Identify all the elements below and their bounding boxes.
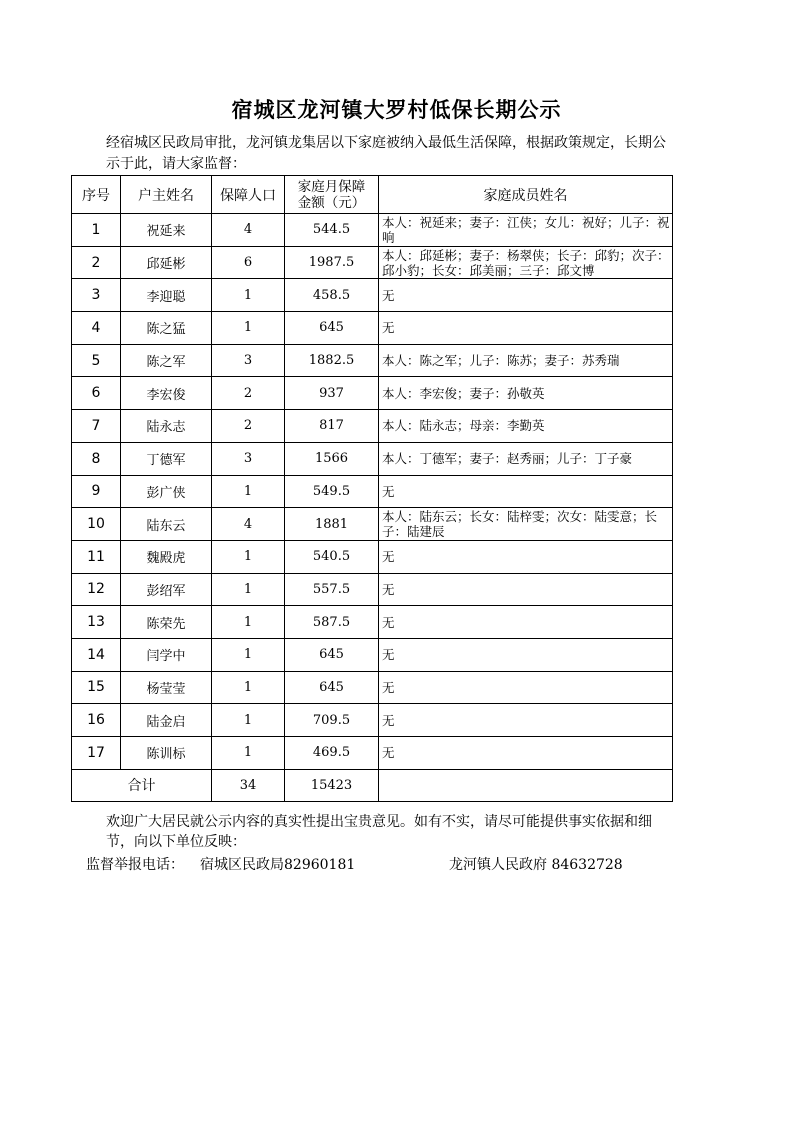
row-persons: 1 [212,475,285,508]
footer-paragraph [78,812,678,852]
table-header-row [72,176,673,214]
row-head-name: 陈训标 [121,737,212,770]
row-persons: 4 [212,214,285,247]
row-persons: 1 [212,279,285,312]
row-amount: 587.5 [285,606,379,639]
row-amount: 549.5 [285,475,379,508]
row-head-name: 彭广侠 [121,475,212,508]
row-persons: 1 [212,737,285,770]
row-amount: 817 [285,410,379,443]
total-label: 合计 [72,769,212,801]
row-amount: 645 [285,671,379,704]
row-head-name: 陈荣先 [121,606,212,639]
table-row [72,508,673,541]
row-amount: 1566 [285,442,379,475]
row-head-name: 彭绍军 [121,573,212,606]
header-members: 家庭成员姓名 [379,176,673,214]
row-persons: 2 [212,410,285,443]
row-index: 8 [72,442,121,475]
table-row [72,344,673,377]
row-amount: 1882.5 [285,344,379,377]
table-row [72,214,673,247]
row-members: 无 [379,704,673,737]
table-row [72,377,673,410]
row-members: 本人：邱延彬；妻子：杨翠侠；长子：邱豹；次子：邱小豹；长女：邱美丽；三子：邱文博 [379,246,673,279]
row-amount: 557.5 [285,573,379,606]
row-head-name: 陆永志 [121,410,212,443]
row-members: 无 [379,671,673,704]
row-head-name: 祝延来 [121,214,212,247]
row-amount: 645 [285,638,379,671]
row-members: 无 [379,279,673,312]
row-members: 本人：李宏俊；妻子：孙敬英 [379,377,673,410]
row-index: 14 [72,638,121,671]
row-index: 2 [72,246,121,279]
row-amount: 458.5 [285,279,379,312]
row-head-name: 杨莹莹 [121,671,212,704]
row-persons: 2 [212,377,285,410]
table-row [72,573,673,606]
table-row [72,312,673,345]
row-persons: 4 [212,508,285,541]
row-index: 17 [72,737,121,770]
row-members: 本人：陆永志；母亲：李勤英 [379,410,673,443]
row-index: 4 [72,312,121,345]
row-persons: 1 [212,606,285,639]
table-row [72,475,673,508]
header-amount-line2: 金额（元） [297,194,366,211]
row-index: 10 [72,508,121,541]
header-amount [285,176,379,214]
row-index: 13 [72,606,121,639]
row-amount: 540.5 [285,540,379,573]
row-index: 9 [72,475,121,508]
row-head-name: 邱延彬 [121,246,212,279]
table-row [72,606,673,639]
header-amount-line1: 家庭月保障 [297,178,366,195]
contact-town-government: 龙河镇人民政府 84632728 [449,857,623,873]
row-persons: 1 [212,573,285,606]
row-members: 无 [379,475,673,508]
row-members: 本人：陈之军；儿子：陈苏；妻子：苏秀瑞 [379,344,673,377]
contact-civil-affairs: 宿城区民政局82960181 [200,857,356,873]
row-members: 无 [379,573,673,606]
table-row [72,540,673,573]
row-members: 无 [379,312,673,345]
row-amount: 709.5 [285,704,379,737]
total-row [72,769,673,801]
row-index: 7 [72,410,121,443]
row-head-name: 丁德军 [121,442,212,475]
row-head-name: 魏殿虎 [121,540,212,573]
table-row [72,704,673,737]
row-index: 3 [72,279,121,312]
row-amount: 544.5 [285,214,379,247]
table-row [72,638,673,671]
row-amount: 937 [285,377,379,410]
row-index: 15 [72,671,121,704]
total-amount: 15423 [285,769,379,801]
row-index: 5 [72,344,121,377]
intro-text: 经宿城区民政局审批，龙河镇龙集居以下家庭被纳入最低生活保障，根据政策规定，长期公示于此，请大家监督： [106,135,666,172]
row-index: 6 [72,377,121,410]
subsidy-table [71,175,673,802]
row-head-name: 李宏俊 [121,377,212,410]
row-index: 16 [72,704,121,737]
row-index: 12 [72,573,121,606]
footer-text: 欢迎广大居民就公示内容的真实性提出宝贵意见。如有不实，请尽可能提供事实依据和细节，向以下单位反映： [106,814,652,850]
row-head-name: 李迎聪 [121,279,212,312]
row-index: 1 [72,214,121,247]
hotline-label: 监督举报电话： [86,857,184,873]
table-row [72,410,673,443]
table-row [72,246,673,279]
row-persons: 6 [212,246,285,279]
row-members: 无 [379,606,673,639]
row-members: 本人：祝延来；妻子：江侠；女儿：祝好；儿子：祝响 [379,214,673,247]
table-row [72,737,673,770]
header-head-name: 户主姓名 [121,176,212,214]
row-head-name: 陈之猛 [121,312,212,345]
row-amount: 1987.5 [285,246,379,279]
row-amount: 645 [285,312,379,345]
row-members: 本人：陆东云；长女：陆梓雯；次女：陆雯意；长子：陆建辰 [379,508,673,541]
row-persons: 1 [212,312,285,345]
row-head-name: 陆金启 [121,704,212,737]
header-persons: 保障人口 [212,176,285,214]
total-members [379,769,673,801]
row-members: 本人：丁德军；妻子：赵秀丽；儿子：丁子豪 [379,442,673,475]
row-amount: 1881 [285,508,379,541]
row-members: 无 [379,540,673,573]
row-index: 11 [72,540,121,573]
intro-paragraph [78,133,678,175]
row-head-name: 陈之军 [121,344,212,377]
table-row [72,671,673,704]
row-persons: 1 [212,540,285,573]
header-index: 序号 [72,176,121,214]
row-persons: 3 [212,344,285,377]
table-row [72,279,673,312]
row-persons: 1 [212,638,285,671]
row-members: 无 [379,638,673,671]
row-head-name: 闫学中 [121,638,212,671]
row-persons: 1 [212,704,285,737]
table-row [72,442,673,475]
total-persons: 34 [212,769,285,801]
row-head-name: 陆东云 [121,508,212,541]
row-persons: 3 [212,442,285,475]
page-title: 宿城区龙河镇大罗村低保长期公示 [231,97,562,122]
row-amount: 469.5 [285,737,379,770]
row-persons: 1 [212,671,285,704]
row-members: 无 [379,737,673,770]
